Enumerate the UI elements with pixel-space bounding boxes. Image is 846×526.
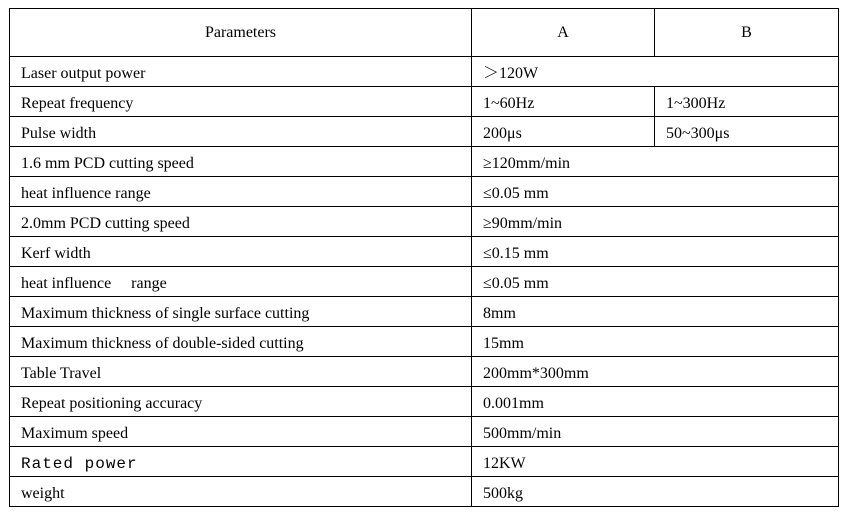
parameter-label: Repeat positioning accuracy	[10, 387, 472, 417]
table-row	[10, 357, 839, 387]
table-row	[10, 177, 839, 207]
parameter-label: Maximum thickness of single surface cutting	[10, 297, 472, 327]
header-parameters: Parameters	[10, 9, 472, 57]
parameter-label: Maximum thickness of double-sided cutting	[10, 327, 472, 357]
table-row	[10, 117, 839, 147]
value-a: 500mm/min	[472, 417, 839, 447]
table-row	[10, 477, 839, 507]
table-row	[10, 207, 839, 237]
parameter-label: Maximum speed	[10, 417, 472, 447]
table-row	[10, 297, 839, 327]
value-b: 50~300μs	[655, 117, 839, 147]
parameter-label: 1.6 mm PCD cutting speed	[10, 147, 472, 177]
value-a: 15mm	[472, 327, 839, 357]
value-a: ≤0.05 mm	[472, 267, 839, 297]
table-row	[10, 417, 839, 447]
value-a: 8mm	[472, 297, 839, 327]
parameter-label: 2.0mm PCD cutting speed	[10, 207, 472, 237]
value-a: 500kg	[472, 477, 839, 507]
parameter-label: Repeat frequency	[10, 87, 472, 117]
value-a: ＞120W	[472, 57, 839, 87]
parameter-label: Table Travel	[10, 357, 472, 387]
table-row	[10, 267, 839, 297]
value-a: 12KW	[472, 447, 839, 477]
value-b: 1~300Hz	[655, 87, 839, 117]
header-row	[10, 9, 839, 57]
parameter-label: Pulse width	[10, 117, 472, 147]
parameter-label: weight	[10, 477, 472, 507]
parameters-table	[9, 8, 839, 507]
table-row	[10, 87, 839, 117]
header-col-b: B	[655, 9, 839, 57]
parameter-label: Rated power	[10, 447, 472, 477]
table-row	[10, 327, 839, 357]
value-a: 1~60Hz	[472, 87, 655, 117]
table-row	[10, 147, 839, 177]
value-a: ≤0.15 mm	[472, 237, 839, 267]
parameter-label: heat influence range	[10, 177, 472, 207]
parameter-label: Kerf width	[10, 237, 472, 267]
value-a: 200mm*300mm	[472, 357, 839, 387]
value-a: 200μs	[472, 117, 655, 147]
table-row	[10, 57, 839, 87]
parameters-table-body	[10, 9, 839, 507]
table-row	[10, 447, 839, 477]
table-row	[10, 237, 839, 267]
parameter-label: Laser output power	[10, 57, 472, 87]
value-a: ≥90mm/min	[472, 207, 839, 237]
value-a: ≥120mm/min	[472, 147, 839, 177]
header-col-a: A	[472, 9, 655, 57]
value-a: ≤0.05 mm	[472, 177, 839, 207]
parameter-label: heat influence range	[10, 267, 472, 297]
value-a: 0.001mm	[472, 387, 839, 417]
table-row	[10, 387, 839, 417]
